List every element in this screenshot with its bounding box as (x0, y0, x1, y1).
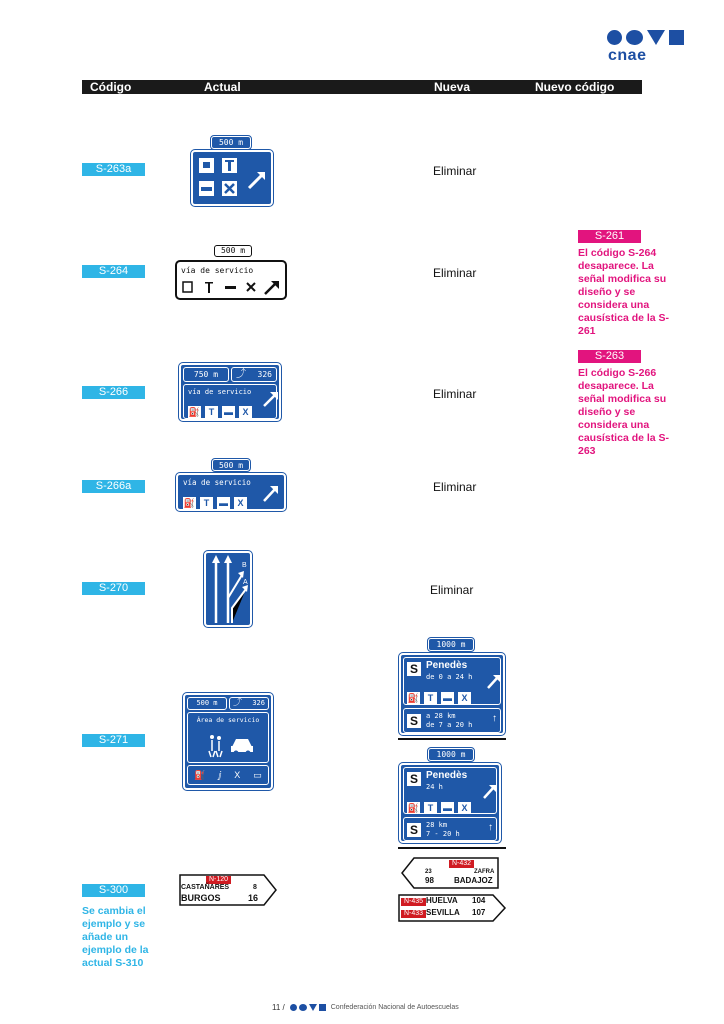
code-badge: S-266a (82, 480, 145, 493)
sign-text: vía de servicio (188, 388, 252, 396)
family-car-icon (206, 727, 256, 759)
distance: 16 (248, 893, 259, 903)
distance-plate: 1000 m (428, 638, 474, 651)
sign-s271-nueva1 (399, 653, 505, 735)
services-panel (183, 384, 277, 419)
pictogram-row (188, 402, 256, 420)
arrow-icon (262, 483, 280, 503)
sign-text: vía de servicio (181, 266, 254, 275)
distance-km: a 28 km (426, 712, 456, 720)
service-s-icon: S (407, 714, 421, 728)
destination: SEVILLA (426, 908, 460, 917)
pictogram-row (407, 798, 475, 816)
distance-plate: 500 m (212, 459, 250, 471)
tools-icon: T (205, 406, 218, 418)
arrow-up-icon: ↑ (492, 713, 497, 724)
sign-s266a (176, 473, 286, 511)
fuel-icon: ⛽ (407, 803, 420, 813)
services-panel (403, 657, 501, 705)
destination: BURGOS (181, 893, 221, 903)
sign-s271-actual (183, 693, 273, 790)
distance-plate: 500 m (214, 245, 252, 257)
nueva-eliminar: Eliminar (433, 387, 477, 401)
circle-shape (607, 30, 622, 45)
service-area-panel (187, 712, 269, 763)
new-code-badge: S-263 (578, 350, 641, 363)
lane-arrows (206, 553, 250, 625)
destination: BADAJOZ (454, 876, 493, 885)
nueva-eliminar: Eliminar (430, 583, 474, 597)
distance: 107 (472, 908, 486, 917)
distance-plate: 500 m (187, 697, 227, 710)
arrow-up-icon: ↑ (488, 822, 493, 833)
triangle-shape (647, 30, 665, 45)
services-pictograms (193, 152, 271, 204)
tools-icon: T (424, 802, 437, 814)
distance-plate: 1000 m (428, 748, 474, 761)
tools-icon: T (200, 497, 213, 509)
code-badge: S-300 (82, 884, 145, 897)
restaurant-icon: X (458, 802, 471, 814)
footer-org: Confederación Nacional de Autoescuelas (330, 1004, 459, 1011)
nueva-eliminar: Eliminar (433, 266, 477, 280)
distance: 98 (425, 876, 434, 885)
services-panel (403, 767, 497, 814)
restaurant-icon: X (458, 692, 471, 704)
arrow-icon (262, 390, 280, 408)
road-number: N-432 (449, 860, 474, 868)
new-code-note: El código S-266 desaparece. La señal modifica su diseño y se considera una causística de la S-263 (578, 367, 670, 457)
exit-icon: ⤴ (232, 698, 242, 708)
page-number: 11 / (272, 1003, 285, 1012)
lane-label-a: A (243, 579, 248, 586)
divider (398, 738, 506, 740)
fuel-icon: ⛽ (194, 769, 206, 780)
footer-logo (290, 1004, 326, 1011)
footer (272, 1003, 459, 1012)
exit-number: 326 (257, 370, 272, 379)
header-actual: Actual (204, 80, 241, 94)
arrow-icon (486, 672, 502, 690)
restaurant-icon: X (239, 406, 252, 418)
exit-plate (231, 367, 277, 382)
sign-s270 (204, 551, 252, 627)
restaurant-icon: X (234, 497, 247, 509)
bed-icon: ▬ (443, 803, 452, 813)
nueva-eliminar: Eliminar (433, 480, 477, 494)
pictogram-row (183, 493, 251, 511)
tools-icon: ⅉ (218, 769, 222, 780)
services-pictograms (181, 279, 285, 297)
exit-icon: ⤴ (235, 369, 246, 380)
place-name: Penedès (426, 660, 468, 671)
bed-icon: ▬ (219, 498, 228, 508)
code-badge: S-266 (82, 386, 145, 399)
opening-hours: 7 - 20 h (426, 830, 460, 838)
bed-icon: ▭ (253, 769, 262, 780)
sign-s264 (175, 260, 287, 300)
fuel-icon: ⛽ (188, 407, 201, 417)
service-s-icon: S (407, 662, 421, 676)
services-pictograms (187, 765, 269, 785)
secondary-panel (403, 817, 497, 841)
road-number: N-120 (206, 876, 231, 884)
code-badge: S-270 (82, 582, 145, 595)
divider (398, 847, 506, 849)
distance-km: 28 km (426, 821, 448, 829)
destination: HUELVA (426, 896, 458, 905)
secondary-panel (403, 708, 501, 733)
circle-shape (626, 30, 643, 45)
distance-plate: 750 m (183, 367, 229, 382)
square-shape (669, 30, 684, 45)
exit-number: 326 (252, 699, 265, 707)
tools-icon: T (424, 692, 437, 704)
road-number: N-435 (401, 898, 426, 906)
new-code-note: El código S-264 desaparece. La señal modifica su diseño y se considera una causística de la S-261 (578, 247, 670, 337)
nueva-eliminar: Eliminar (433, 164, 477, 178)
sign-text: Área de servicio (196, 716, 260, 724)
opening-hours: de 0 a 24 h (426, 673, 473, 681)
header-nuevo-codigo: Nuevo código (535, 80, 615, 94)
bed-icon: ▬ (224, 407, 233, 417)
destination: ZAFRA (474, 869, 495, 875)
fuel-icon: ⛽ (407, 693, 420, 703)
sign-text: vía de servicio (183, 478, 251, 487)
restaurant-icon: X (234, 770, 241, 780)
opening-hours: 24 h (426, 783, 443, 791)
s300-note: Se cambia el ejemplo y se añade un ejemplo de la actual S-310 (82, 905, 149, 969)
header-codigo: Código (90, 80, 132, 94)
lane-label-b: B (242, 562, 247, 569)
new-code-badge: S-261 (578, 230, 641, 243)
road-number: N-433 (401, 910, 426, 918)
code-badge: S-271 (82, 734, 145, 747)
sign-s263a (191, 150, 273, 206)
service-s-icon: S (407, 772, 421, 786)
sign-s271-nueva2 (399, 763, 501, 843)
opening-hours: de 7 a 20 h (426, 721, 473, 729)
bed-icon: ▬ (443, 693, 452, 703)
code-badge: S-264 (82, 265, 145, 278)
distance-plate: 500 m (211, 136, 251, 149)
header-nueva: Nueva (434, 80, 471, 94)
destination: CASTAÑARES (181, 884, 230, 891)
fuel-icon: ⛽ (183, 498, 196, 508)
cnae-logo (607, 30, 687, 70)
logo-text: cnae (608, 47, 647, 64)
exit-plate (229, 697, 269, 710)
sign-s266 (179, 363, 281, 421)
place-name: Penedès (426, 770, 468, 781)
distance: 104 (472, 896, 486, 905)
table-header (82, 80, 642, 94)
code-badge: S-263a (82, 163, 145, 176)
pictogram-row (407, 688, 475, 706)
distance: 23 (425, 869, 432, 875)
arrow-icon (482, 782, 498, 800)
distance: 8 (253, 884, 257, 891)
service-s-icon: S (407, 823, 421, 837)
